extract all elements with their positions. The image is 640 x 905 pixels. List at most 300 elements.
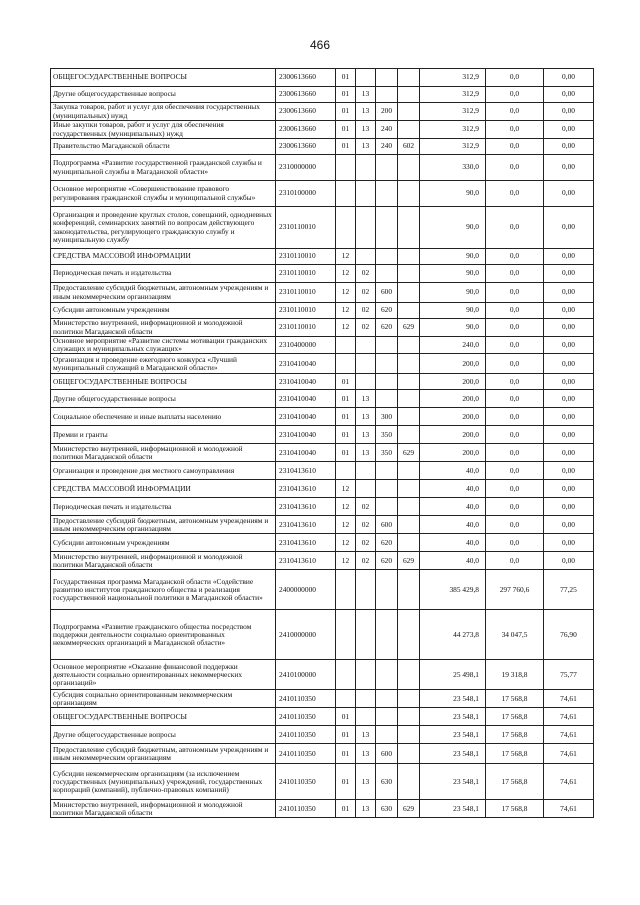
row-amount: 385 429,8 bbox=[420, 570, 486, 610]
row-vr bbox=[376, 660, 398, 690]
row-pr bbox=[356, 155, 376, 181]
row-vr2 bbox=[398, 103, 420, 121]
row-code: 2300613660 bbox=[276, 139, 336, 155]
row-amount: 312,9 bbox=[420, 69, 486, 87]
row-vr: 300 bbox=[376, 408, 398, 426]
row-vr2 bbox=[398, 610, 420, 660]
row-executed: 0,0 bbox=[486, 303, 544, 319]
row-pr: 13 bbox=[356, 87, 376, 103]
row-name: Основное мероприятие «Оказание финансовой поддержки деятельности социально ориентированных некоммерческих организаций» bbox=[51, 660, 276, 690]
table-row bbox=[51, 265, 594, 283]
row-vr2 bbox=[398, 744, 420, 764]
row-percent: 74,61 bbox=[544, 708, 594, 726]
row-vr: 600 bbox=[376, 283, 398, 303]
row-pr bbox=[356, 181, 376, 207]
row-executed: 0,0 bbox=[486, 374, 544, 390]
row-code: 2410000000 bbox=[276, 610, 336, 660]
row-executed: 0,0 bbox=[486, 462, 544, 480]
row-vr2 bbox=[398, 426, 420, 444]
row-vr2 bbox=[398, 337, 420, 354]
row-pr bbox=[356, 374, 376, 390]
row-percent: 0,00 bbox=[544, 207, 594, 249]
row-executed: 17 568,8 bbox=[486, 764, 544, 800]
row-amount: 90,0 bbox=[420, 249, 486, 265]
row-amount: 240,0 bbox=[420, 337, 486, 354]
row-name: СРЕДСТВА МАССОВОЙ ИНФОРМАЦИИ bbox=[51, 249, 276, 265]
row-amount: 23 548,1 bbox=[420, 726, 486, 744]
table-row bbox=[51, 207, 594, 249]
table-row bbox=[51, 800, 594, 818]
row-percent: 0,00 bbox=[544, 249, 594, 265]
row-name: Периодическая печать и издательства bbox=[51, 498, 276, 516]
row-vr: 620 bbox=[376, 552, 398, 570]
row-pr bbox=[356, 480, 376, 498]
row-name: Субсидия социально ориентированным некоммерческим организациям bbox=[51, 690, 276, 708]
row-name: Основное мероприятие «Совершенствование правового регулирования гражданской службы и муниципальной службы» bbox=[51, 181, 276, 207]
row-executed: 0,0 bbox=[486, 552, 544, 570]
row-rz bbox=[336, 181, 356, 207]
row-vr: 630 bbox=[376, 764, 398, 800]
row-vr2 bbox=[398, 390, 420, 408]
row-rz bbox=[336, 462, 356, 480]
row-code: 2410110350 bbox=[276, 744, 336, 764]
table-row bbox=[51, 87, 594, 103]
row-executed: 0,0 bbox=[486, 516, 544, 534]
row-code: 2310413610 bbox=[276, 534, 336, 552]
row-code: 2400000000 bbox=[276, 570, 336, 610]
row-name: Подпрограмма «Развитие гражданского общества посредством поддержки деятельности социально ориентированных некоммерческих организаций в Магаданской области» bbox=[51, 610, 276, 660]
row-pr: 02 bbox=[356, 283, 376, 303]
row-rz: 12 bbox=[336, 265, 356, 283]
row-vr: 620 bbox=[376, 534, 398, 552]
row-code: 2310110010 bbox=[276, 303, 336, 319]
row-executed: 0,0 bbox=[486, 319, 544, 337]
table-row bbox=[51, 764, 594, 800]
row-rz: 12 bbox=[336, 319, 356, 337]
row-amount: 312,9 bbox=[420, 87, 486, 103]
row-name: Министерство внутренней, информационной и молодежной политики Магаданской области bbox=[51, 800, 276, 818]
row-vr2 bbox=[398, 462, 420, 480]
table-row bbox=[51, 103, 594, 121]
row-amount: 23 548,1 bbox=[420, 800, 486, 818]
row-code: 2310413610 bbox=[276, 480, 336, 498]
row-executed: 17 568,8 bbox=[486, 726, 544, 744]
row-vr2 bbox=[398, 87, 420, 103]
row-vr2 bbox=[398, 121, 420, 139]
row-pr bbox=[356, 249, 376, 265]
row-vr2 bbox=[398, 249, 420, 265]
row-pr: 02 bbox=[356, 498, 376, 516]
row-pr bbox=[356, 570, 376, 610]
row-vr2 bbox=[398, 570, 420, 610]
row-vr2 bbox=[398, 660, 420, 690]
row-executed: 0,0 bbox=[486, 249, 544, 265]
table-row bbox=[51, 744, 594, 764]
row-vr2 bbox=[398, 408, 420, 426]
row-percent: 75,77 bbox=[544, 660, 594, 690]
row-percent: 0,00 bbox=[544, 265, 594, 283]
row-name: Министерство внутренней, информационной и молодежной политики Магаданской области bbox=[51, 444, 276, 462]
row-vr2 bbox=[398, 690, 420, 708]
row-percent: 74,61 bbox=[544, 744, 594, 764]
row-vr2 bbox=[398, 265, 420, 283]
row-percent: 0,00 bbox=[544, 155, 594, 181]
row-percent: 0,00 bbox=[544, 534, 594, 552]
row-vr2 bbox=[398, 303, 420, 319]
row-amount: 44 273,8 bbox=[420, 610, 486, 660]
row-executed: 0,0 bbox=[486, 480, 544, 498]
table-row bbox=[51, 462, 594, 480]
row-amount: 40,0 bbox=[420, 534, 486, 552]
row-amount: 200,0 bbox=[420, 354, 486, 374]
row-vr bbox=[376, 498, 398, 516]
row-vr: 620 bbox=[376, 303, 398, 319]
table-row bbox=[51, 408, 594, 426]
row-amount: 200,0 bbox=[420, 374, 486, 390]
row-name: Иные закупки товаров, работ и услуг для обеспечения государственных (муниципальных) нужд bbox=[51, 121, 276, 139]
row-percent: 77,25 bbox=[544, 570, 594, 610]
row-pr: 13 bbox=[356, 426, 376, 444]
row-vr: 240 bbox=[376, 121, 398, 139]
row-amount: 40,0 bbox=[420, 552, 486, 570]
row-pr: 13 bbox=[356, 800, 376, 818]
table-row bbox=[51, 303, 594, 319]
row-executed: 0,0 bbox=[486, 498, 544, 516]
row-percent: 0,00 bbox=[544, 139, 594, 155]
row-vr2 bbox=[398, 516, 420, 534]
row-rz: 12 bbox=[336, 303, 356, 319]
row-name: Предоставление субсидий бюджетным, автономным учреждениям и иным некоммерческим организациям bbox=[51, 516, 276, 534]
row-pr: 13 bbox=[356, 744, 376, 764]
row-code: 2310110010 bbox=[276, 265, 336, 283]
row-executed: 34 047,5 bbox=[486, 610, 544, 660]
row-percent: 0,00 bbox=[544, 462, 594, 480]
row-executed: 0,0 bbox=[486, 265, 544, 283]
row-rz bbox=[336, 610, 356, 660]
row-code: 2310410040 bbox=[276, 426, 336, 444]
row-amount: 90,0 bbox=[420, 283, 486, 303]
row-pr: 02 bbox=[356, 265, 376, 283]
row-name: Другие общегосударственные вопросы bbox=[51, 726, 276, 744]
row-amount: 90,0 bbox=[420, 303, 486, 319]
row-rz: 01 bbox=[336, 139, 356, 155]
row-executed: 0,0 bbox=[486, 283, 544, 303]
row-vr2 bbox=[398, 534, 420, 552]
table-row bbox=[51, 552, 594, 570]
row-vr bbox=[376, 69, 398, 87]
row-percent: 0,00 bbox=[544, 426, 594, 444]
row-percent: 0,00 bbox=[544, 480, 594, 498]
row-rz bbox=[336, 155, 356, 181]
row-rz: 12 bbox=[336, 480, 356, 498]
row-vr: 600 bbox=[376, 744, 398, 764]
row-vr bbox=[376, 155, 398, 181]
row-code: 2300613660 bbox=[276, 87, 336, 103]
row-pr bbox=[356, 660, 376, 690]
row-rz: 01 bbox=[336, 408, 356, 426]
row-amount: 312,9 bbox=[420, 139, 486, 155]
row-rz: 01 bbox=[336, 426, 356, 444]
row-pr: 02 bbox=[356, 303, 376, 319]
table-row bbox=[51, 426, 594, 444]
table-row bbox=[51, 660, 594, 690]
row-vr bbox=[376, 390, 398, 408]
row-rz: 01 bbox=[336, 800, 356, 818]
row-percent: 0,00 bbox=[544, 87, 594, 103]
table-row bbox=[51, 283, 594, 303]
row-pr: 02 bbox=[356, 319, 376, 337]
table-row bbox=[51, 690, 594, 708]
row-percent: 74,61 bbox=[544, 726, 594, 744]
row-pr: 13 bbox=[356, 121, 376, 139]
row-amount: 23 548,1 bbox=[420, 690, 486, 708]
row-code: 2310110010 bbox=[276, 283, 336, 303]
row-executed: 0,0 bbox=[486, 155, 544, 181]
row-pr bbox=[356, 690, 376, 708]
row-vr2 bbox=[398, 283, 420, 303]
row-vr2 bbox=[398, 155, 420, 181]
row-pr: 13 bbox=[356, 139, 376, 155]
row-vr bbox=[376, 708, 398, 726]
row-percent: 74,61 bbox=[544, 764, 594, 800]
row-code: 2310410040 bbox=[276, 390, 336, 408]
row-pr bbox=[356, 354, 376, 374]
row-pr bbox=[356, 337, 376, 354]
row-name: Организация и проведение дня местного самоуправления bbox=[51, 462, 276, 480]
row-executed: 17 568,8 bbox=[486, 690, 544, 708]
row-pr bbox=[356, 69, 376, 87]
row-name: Правительство Магаданской области bbox=[51, 139, 276, 155]
row-percent: 0,00 bbox=[544, 283, 594, 303]
row-vr bbox=[376, 181, 398, 207]
row-rz: 01 bbox=[336, 744, 356, 764]
row-vr bbox=[376, 337, 398, 354]
row-amount: 200,0 bbox=[420, 426, 486, 444]
row-vr2 bbox=[398, 207, 420, 249]
row-vr bbox=[376, 610, 398, 660]
row-vr bbox=[376, 462, 398, 480]
row-pr bbox=[356, 708, 376, 726]
row-percent: 0,00 bbox=[544, 374, 594, 390]
row-code: 2410110350 bbox=[276, 690, 336, 708]
row-percent: 0,00 bbox=[544, 552, 594, 570]
row-rz: 01 bbox=[336, 726, 356, 744]
row-percent: 0,00 bbox=[544, 103, 594, 121]
row-vr2 bbox=[398, 354, 420, 374]
row-vr2 bbox=[398, 498, 420, 516]
row-pr: 13 bbox=[356, 103, 376, 121]
row-code: 2310410040 bbox=[276, 408, 336, 426]
row-code: 2310410040 bbox=[276, 374, 336, 390]
table-row bbox=[51, 516, 594, 534]
row-percent: 76,90 bbox=[544, 610, 594, 660]
row-name: Предоставление субсидий бюджетным, автономным учреждениям и иным некоммерческим организациям bbox=[51, 283, 276, 303]
row-vr: 630 bbox=[376, 800, 398, 818]
row-rz: 12 bbox=[336, 534, 356, 552]
row-rz bbox=[336, 570, 356, 610]
row-amount: 23 548,1 bbox=[420, 744, 486, 764]
row-rz: 01 bbox=[336, 444, 356, 462]
row-rz: 01 bbox=[336, 374, 356, 390]
row-rz bbox=[336, 337, 356, 354]
row-name: ОБЩЕГОСУДАРСТВЕННЫЕ ВОПРОСЫ bbox=[51, 708, 276, 726]
table-row bbox=[51, 726, 594, 744]
table-row bbox=[51, 354, 594, 374]
row-executed: 17 568,8 bbox=[486, 744, 544, 764]
row-rz: 12 bbox=[336, 552, 356, 570]
row-percent: 0,00 bbox=[544, 121, 594, 139]
row-vr: 200 bbox=[376, 103, 398, 121]
row-code: 2310410040 bbox=[276, 354, 336, 374]
row-executed: 0,0 bbox=[486, 534, 544, 552]
row-pr: 02 bbox=[356, 516, 376, 534]
row-percent: 0,00 bbox=[544, 319, 594, 337]
row-vr bbox=[376, 354, 398, 374]
row-amount: 40,0 bbox=[420, 462, 486, 480]
row-vr2: 629 bbox=[398, 319, 420, 337]
row-code: 2310110010 bbox=[276, 249, 336, 265]
row-name: Подпрограмма «Развитие государственной гражданской службы и муниципальной службы в Магаданской области» bbox=[51, 155, 276, 181]
table-row bbox=[51, 155, 594, 181]
row-code: 2410110350 bbox=[276, 708, 336, 726]
row-vr bbox=[376, 570, 398, 610]
row-vr bbox=[376, 374, 398, 390]
row-amount: 25 498,1 bbox=[420, 660, 486, 690]
page-number: 466 bbox=[309, 38, 331, 52]
row-rz: 12 bbox=[336, 283, 356, 303]
row-vr: 620 bbox=[376, 319, 398, 337]
row-vr bbox=[376, 480, 398, 498]
row-name: Организация и проведение круглых столов, совещаний, однодневных конференций, семинарских занятий по вопросам действующего законодательства, регулирующего гражданскую службу и муниципальную службу bbox=[51, 207, 276, 249]
row-vr2: 602 bbox=[398, 139, 420, 155]
row-vr2: 629 bbox=[398, 444, 420, 462]
table-row bbox=[51, 249, 594, 265]
row-rz bbox=[336, 660, 356, 690]
row-vr bbox=[376, 726, 398, 744]
row-rz: 01 bbox=[336, 121, 356, 139]
row-rz bbox=[336, 690, 356, 708]
table-row bbox=[51, 139, 594, 155]
row-vr2 bbox=[398, 726, 420, 744]
row-vr2 bbox=[398, 764, 420, 800]
row-rz: 01 bbox=[336, 103, 356, 121]
row-rz: 12 bbox=[336, 516, 356, 534]
row-name: Другие общегосударственные вопросы bbox=[51, 390, 276, 408]
row-vr bbox=[376, 249, 398, 265]
row-name: Основное мероприятие «Развитие системы мотивации гражданских служащих и муниципальных служащих» bbox=[51, 337, 276, 354]
row-executed: 0,0 bbox=[486, 139, 544, 155]
row-name: Предоставление субсидий бюджетным, автономным учреждениям и иным некоммерческим организациям bbox=[51, 744, 276, 764]
table-row bbox=[51, 480, 594, 498]
row-executed: 0,0 bbox=[486, 426, 544, 444]
row-code: 2410110350 bbox=[276, 800, 336, 818]
row-rz: 01 bbox=[336, 87, 356, 103]
row-percent: 0,00 bbox=[544, 444, 594, 462]
row-vr: 350 bbox=[376, 426, 398, 444]
row-name: Министерство внутренней, информационной и молодежной политики Магаданской области bbox=[51, 552, 276, 570]
row-code: 2310000000 bbox=[276, 155, 336, 181]
row-code: 2310100000 bbox=[276, 181, 336, 207]
row-amount: 312,9 bbox=[420, 121, 486, 139]
row-code: 2300613660 bbox=[276, 103, 336, 121]
table-row bbox=[51, 444, 594, 462]
row-rz: 01 bbox=[336, 69, 356, 87]
row-amount: 312,9 bbox=[420, 103, 486, 121]
row-name: ОБЩЕГОСУДАРСТВЕННЫЕ ВОПРОСЫ bbox=[51, 69, 276, 87]
row-pr bbox=[356, 462, 376, 480]
row-amount: 200,0 bbox=[420, 408, 486, 426]
row-pr: 13 bbox=[356, 390, 376, 408]
row-code: 2310413610 bbox=[276, 552, 336, 570]
row-amount: 200,0 bbox=[420, 444, 486, 462]
table-row bbox=[51, 374, 594, 390]
row-rz: 01 bbox=[336, 708, 356, 726]
row-amount: 40,0 bbox=[420, 480, 486, 498]
row-percent: 0,00 bbox=[544, 408, 594, 426]
row-percent: 74,61 bbox=[544, 690, 594, 708]
row-executed: 0,0 bbox=[486, 69, 544, 87]
row-pr bbox=[356, 207, 376, 249]
table-row bbox=[51, 181, 594, 207]
row-rz: 12 bbox=[336, 249, 356, 265]
row-percent: 0,00 bbox=[544, 354, 594, 374]
row-code: 2310413610 bbox=[276, 516, 336, 534]
row-code: 2410100000 bbox=[276, 660, 336, 690]
row-name: Государственная программа Магаданской области «Содействие развитию институтов гражданского общества и реализация государственной национальной политики в Магаданской области» bbox=[51, 570, 276, 610]
row-vr2 bbox=[398, 374, 420, 390]
row-vr2 bbox=[398, 708, 420, 726]
row-executed: 0,0 bbox=[486, 121, 544, 139]
row-name: ОБЩЕГОСУДАРСТВЕННЫЕ ВОПРОСЫ bbox=[51, 374, 276, 390]
row-pr: 13 bbox=[356, 764, 376, 800]
table-row bbox=[51, 390, 594, 408]
row-rz bbox=[336, 354, 356, 374]
table-row bbox=[51, 69, 594, 87]
row-vr: 240 bbox=[376, 139, 398, 155]
row-executed: 17 568,8 bbox=[486, 800, 544, 818]
row-amount: 90,0 bbox=[420, 207, 486, 249]
row-executed: 0,0 bbox=[486, 87, 544, 103]
row-name: Министерство внутренней, информационной и молодежной политики Магаданской области bbox=[51, 319, 276, 337]
row-name: СРЕДСТВА МАССОВОЙ ИНФОРМАЦИИ bbox=[51, 480, 276, 498]
row-pr bbox=[356, 610, 376, 660]
row-percent: 0,00 bbox=[544, 181, 594, 207]
row-amount: 330,0 bbox=[420, 155, 486, 181]
row-vr2 bbox=[398, 480, 420, 498]
row-executed: 0,0 bbox=[486, 337, 544, 354]
row-code: 2310110010 bbox=[276, 319, 336, 337]
row-percent: 0,00 bbox=[544, 69, 594, 87]
table-row bbox=[51, 708, 594, 726]
row-code: 2310110010 bbox=[276, 207, 336, 249]
row-code: 2310413610 bbox=[276, 498, 336, 516]
row-name: Премии и гранты bbox=[51, 426, 276, 444]
row-code: 2300613660 bbox=[276, 121, 336, 139]
row-executed: 0,0 bbox=[486, 444, 544, 462]
row-rz bbox=[336, 207, 356, 249]
row-amount: 90,0 bbox=[420, 181, 486, 207]
row-executed: 0,0 bbox=[486, 408, 544, 426]
table-row bbox=[51, 610, 594, 660]
row-code: 2310413610 bbox=[276, 462, 336, 480]
row-vr bbox=[376, 207, 398, 249]
row-vr2 bbox=[398, 181, 420, 207]
row-vr2 bbox=[398, 69, 420, 87]
row-executed: 0,0 bbox=[486, 354, 544, 374]
row-rz: 01 bbox=[336, 390, 356, 408]
table-row bbox=[51, 534, 594, 552]
row-rz: 12 bbox=[336, 498, 356, 516]
